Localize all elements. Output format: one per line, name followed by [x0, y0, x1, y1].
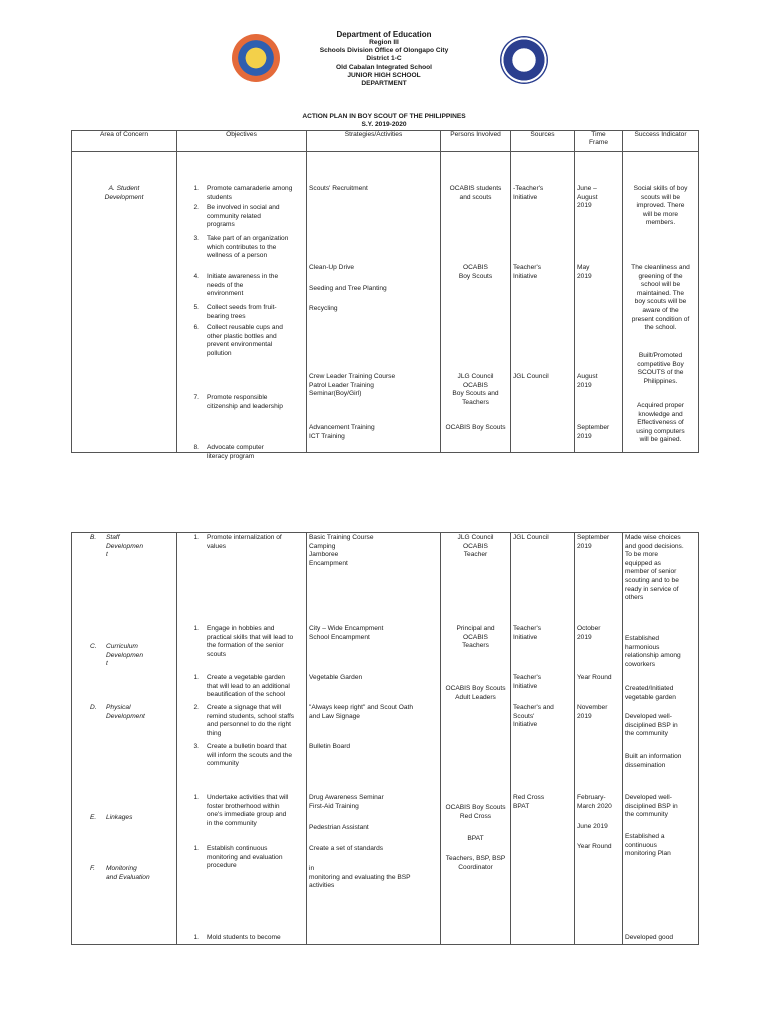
- area-letter: C.: [90, 643, 97, 650]
- action-plan-table-page2: [71, 532, 699, 945]
- time-frame-text: October 2019: [577, 625, 601, 641]
- time-frame-text: November 2019: [577, 704, 608, 720]
- strategy-text: Create a set of standards: [309, 845, 384, 852]
- table-row: [72, 152, 699, 453]
- persons-involved-text: OCABIS students and scouts: [449, 185, 502, 201]
- area-cell: [72, 533, 177, 945]
- time-frame-text: August 2019: [577, 373, 598, 389]
- area-of-concern: Physical Development: [106, 704, 145, 720]
- area-letter: F.: [90, 865, 96, 872]
- source-text: -Teacher's Initiative: [513, 185, 544, 201]
- column-header: Sources: [511, 131, 575, 152]
- area-letter: E.: [90, 814, 97, 821]
- area-of-concern: Staff Developmen t: [106, 534, 144, 559]
- area-letter: D.: [90, 704, 97, 711]
- source-text: Teacher's Initiative: [513, 674, 542, 690]
- persons-involved-text: OCABIS Boy Scouts Adult Leaders: [445, 685, 506, 701]
- success-indicator-text: Created/Initiated vegetable garden: [625, 685, 676, 701]
- success-indicator-text: The cleanliness and greening of the school will be maintained. The boy scouts will be aware of the present condition of the school.: [631, 264, 690, 332]
- objective-number: 1.: [193, 534, 199, 541]
- strategy-text: "Always keep right" and Scout Oath and Law Signage: [309, 704, 414, 720]
- success-indicator-text: Established harmonious relationship among coworkers: [625, 635, 681, 668]
- header-line: District 1-C: [366, 55, 402, 63]
- strategy-text: Advancement Training ICT Training: [309, 424, 375, 440]
- persons-involved-text: JLG Council OCABIS Teacher: [457, 534, 494, 559]
- objective-number: 4.: [193, 273, 199, 280]
- objective-number: 6.: [193, 324, 199, 331]
- document-header: [0, 30, 768, 88]
- objective-text: Collect reusable cups and other plastic bottles and prevent environmental pollution: [207, 324, 283, 357]
- header-line: DEPARTMENT: [361, 80, 407, 88]
- strategy-text: Basic Training Course Camping Jamboree Encampment: [309, 534, 374, 567]
- objective-text: Promote internalization of values: [207, 534, 282, 550]
- success-indicator-cell: [623, 152, 699, 453]
- success-indicator-text: Made wise choices and good decisions. To be more equipped as member of senior scouting and to be ready in service of others: [625, 534, 684, 602]
- source-text: JGL Council: [513, 534, 549, 541]
- time-frame-text: September 2019: [577, 534, 610, 550]
- objective-number: 2.: [193, 204, 199, 211]
- objective-number: 1.: [193, 674, 199, 681]
- source-text: JGL Council: [513, 373, 549, 380]
- strategy-text: Clean-Up Drive: [309, 264, 355, 271]
- strategy-text: Vegetable Garden: [309, 674, 363, 681]
- objective-number: 3.: [193, 743, 199, 750]
- persons-involved-text: Principal and OCABIS Teachers: [456, 625, 495, 650]
- header-line: Old Cabalan Integrated School: [336, 63, 432, 71]
- objective-text: Promote camaraderie among students: [207, 185, 293, 201]
- source-text: Teacher's and Scouts' Initiative: [513, 704, 554, 729]
- objective-number: 5.: [193, 304, 199, 311]
- column-header: Objectives: [177, 131, 307, 152]
- objective-text: Initiate awareness in the needs of the environment: [207, 273, 279, 298]
- action-plan-table-page1: [71, 130, 699, 460]
- time-frame-text: June 2019: [577, 823, 608, 830]
- table-row: [72, 533, 699, 945]
- source-text: Teacher's Initiative: [513, 625, 542, 641]
- header-line: Region III: [369, 39, 399, 46]
- strategy-text: Seeding and Tree Planting: [309, 285, 387, 292]
- objective-text: Take part of an organization which contributes to the wellness of a person: [207, 235, 289, 260]
- column-header: Time Frame: [575, 131, 623, 152]
- success-indicator-text: Acquired proper knowledge and Effectiveness of using computers will be gained.: [636, 402, 685, 444]
- objective-number: 1.: [193, 185, 199, 192]
- success-indicator-text: Built/Promoted competitive Boy SCOUTS of the Philippines.: [637, 352, 684, 385]
- strategy-text: Bulletin Board: [309, 743, 351, 750]
- success-indicator-text: Developed well- disciplined BSP in the community: [625, 713, 678, 738]
- objective-text: Undertake activities that will foster brotherhood within one's immediate group and in the community: [207, 794, 289, 827]
- strategies-cell: [307, 152, 441, 453]
- title-line: ACTION PLAN IN BOY SCOUT OF THE PHILIPPINES: [302, 113, 466, 120]
- objective-text: Collect seeds from fruit- bearing trees: [207, 304, 277, 320]
- success-indicator-text: Developed well- disciplined BSP in the community: [625, 794, 678, 819]
- objective-number: 7.: [193, 394, 199, 401]
- persons-cell: [441, 533, 511, 945]
- objective-number: 1.: [193, 625, 199, 632]
- header-line: JUNIOR HIGH SCHOOL: [347, 71, 421, 79]
- success-indicator-text: Social skills of boy scouts will be improved. There will be more members.: [633, 185, 688, 227]
- persons-involved-text: BPAT: [467, 835, 484, 842]
- objective-number: 3.: [193, 235, 199, 242]
- source-text: Red Cross BPAT: [513, 794, 545, 810]
- strategy-text: Drug Awareness Seminar First-Aid Training: [309, 794, 384, 810]
- objectives-cell: [177, 152, 307, 460]
- objective-text: Be involved in social and community related programs: [207, 204, 280, 229]
- strategy-text: in monitoring and evaluating the BSP activities: [309, 865, 411, 890]
- table-header-row: [72, 131, 699, 152]
- strategies-cell: [307, 533, 441, 945]
- persons-involved-text: Teachers, BSP, BSP Coordinator: [445, 855, 506, 871]
- strategy-text: Scouts' Recruitment: [309, 185, 368, 192]
- persons-involved-text: OCABIS Boy Scouts: [445, 424, 506, 431]
- source-text: Teacher's Initiative: [513, 264, 542, 280]
- objective-text: Promote responsible citizenship and leadership: [207, 394, 283, 410]
- time-frame-cell: [575, 152, 623, 453]
- success-indicator-text: Established a continuous monitoring Plan: [625, 833, 671, 858]
- time-frame-text: Year Round: [577, 674, 612, 681]
- column-header: Persons Involved: [441, 131, 511, 152]
- objective-text: Create a vegetable garden that will lead to an additional beautification of the school: [207, 674, 290, 699]
- success-indicator-text: Built an information dissemination: [625, 753, 682, 769]
- objective-text: Create a bulletin board that will inform the scouts and the community: [207, 743, 293, 768]
- column-header: Area of Concern: [72, 131, 177, 152]
- objective-number: 1.: [193, 845, 199, 852]
- persons-involved-text: OCABIS Boy Scouts: [458, 264, 493, 280]
- objective-text: Establish continuous monitoring and evaluation procedure: [207, 845, 283, 870]
- objective-text: Engage in hobbies and practical skills that will lead to the formation of the senior scouts: [207, 625, 294, 658]
- success-indicator-text: Developed good: [625, 934, 674, 941]
- objective-text: Mold students to become: [207, 934, 281, 941]
- time-frame-text: February- March 2020: [577, 794, 612, 810]
- time-frame-text: June – August 2019: [577, 185, 598, 210]
- time-frame-text: Year Round: [577, 843, 612, 850]
- time-frame-text: May 2019: [577, 264, 592, 280]
- sources-cell: [511, 533, 575, 945]
- area-cell: [72, 152, 177, 453]
- area-of-concern: A. Student Development: [104, 185, 144, 201]
- sources-cell: [511, 152, 575, 453]
- persons-involved-text: OCABIS Boy Scouts Red Cross: [445, 804, 506, 820]
- area-of-concern: Curriculum Developmen t: [106, 643, 144, 668]
- objective-number: 1.: [193, 934, 199, 941]
- objective-text: Create a signage that will remind students, school staffs and personnel to do the right thing: [207, 704, 295, 737]
- objectives-cell: [177, 533, 307, 945]
- strategy-text: Recycling: [309, 305, 338, 312]
- area-of-concern: Monitoring and Evaluation: [106, 865, 150, 881]
- persons-cell: [441, 152, 511, 453]
- column-header: Strategies/Activities: [307, 131, 441, 152]
- title-line: S.Y. 2019-2020: [361, 121, 407, 129]
- objective-text: Advocate computer literacy program: [207, 444, 264, 460]
- success-indicator-cell: [623, 533, 699, 945]
- strategy-text: Crew Leader Training Course Patrol Leader Training Seminar(Boy/Girl): [309, 373, 396, 398]
- strategy-text: City – Wide Encampment School Encampment: [309, 625, 384, 641]
- area-of-concern: Linkages: [106, 814, 133, 821]
- time-frame-cell: [575, 533, 623, 945]
- column-header: Success Indicator: [623, 131, 699, 152]
- plan-title: [0, 113, 768, 129]
- area-letter: B.: [90, 534, 97, 541]
- header-line: Department of Education: [336, 30, 432, 39]
- header-line: Schools Division Office of Olongapo City: [319, 47, 449, 55]
- persons-involved-text: JLG Council OCABIS Boy Scouts and Teachers: [452, 373, 499, 406]
- strategy-text: Pedestrian Assistant: [309, 824, 369, 831]
- objective-number: 1.: [193, 794, 199, 801]
- objective-number: 2.: [193, 704, 199, 711]
- time-frame-text: September 2019: [577, 424, 610, 440]
- objective-number: 8.: [193, 444, 199, 451]
